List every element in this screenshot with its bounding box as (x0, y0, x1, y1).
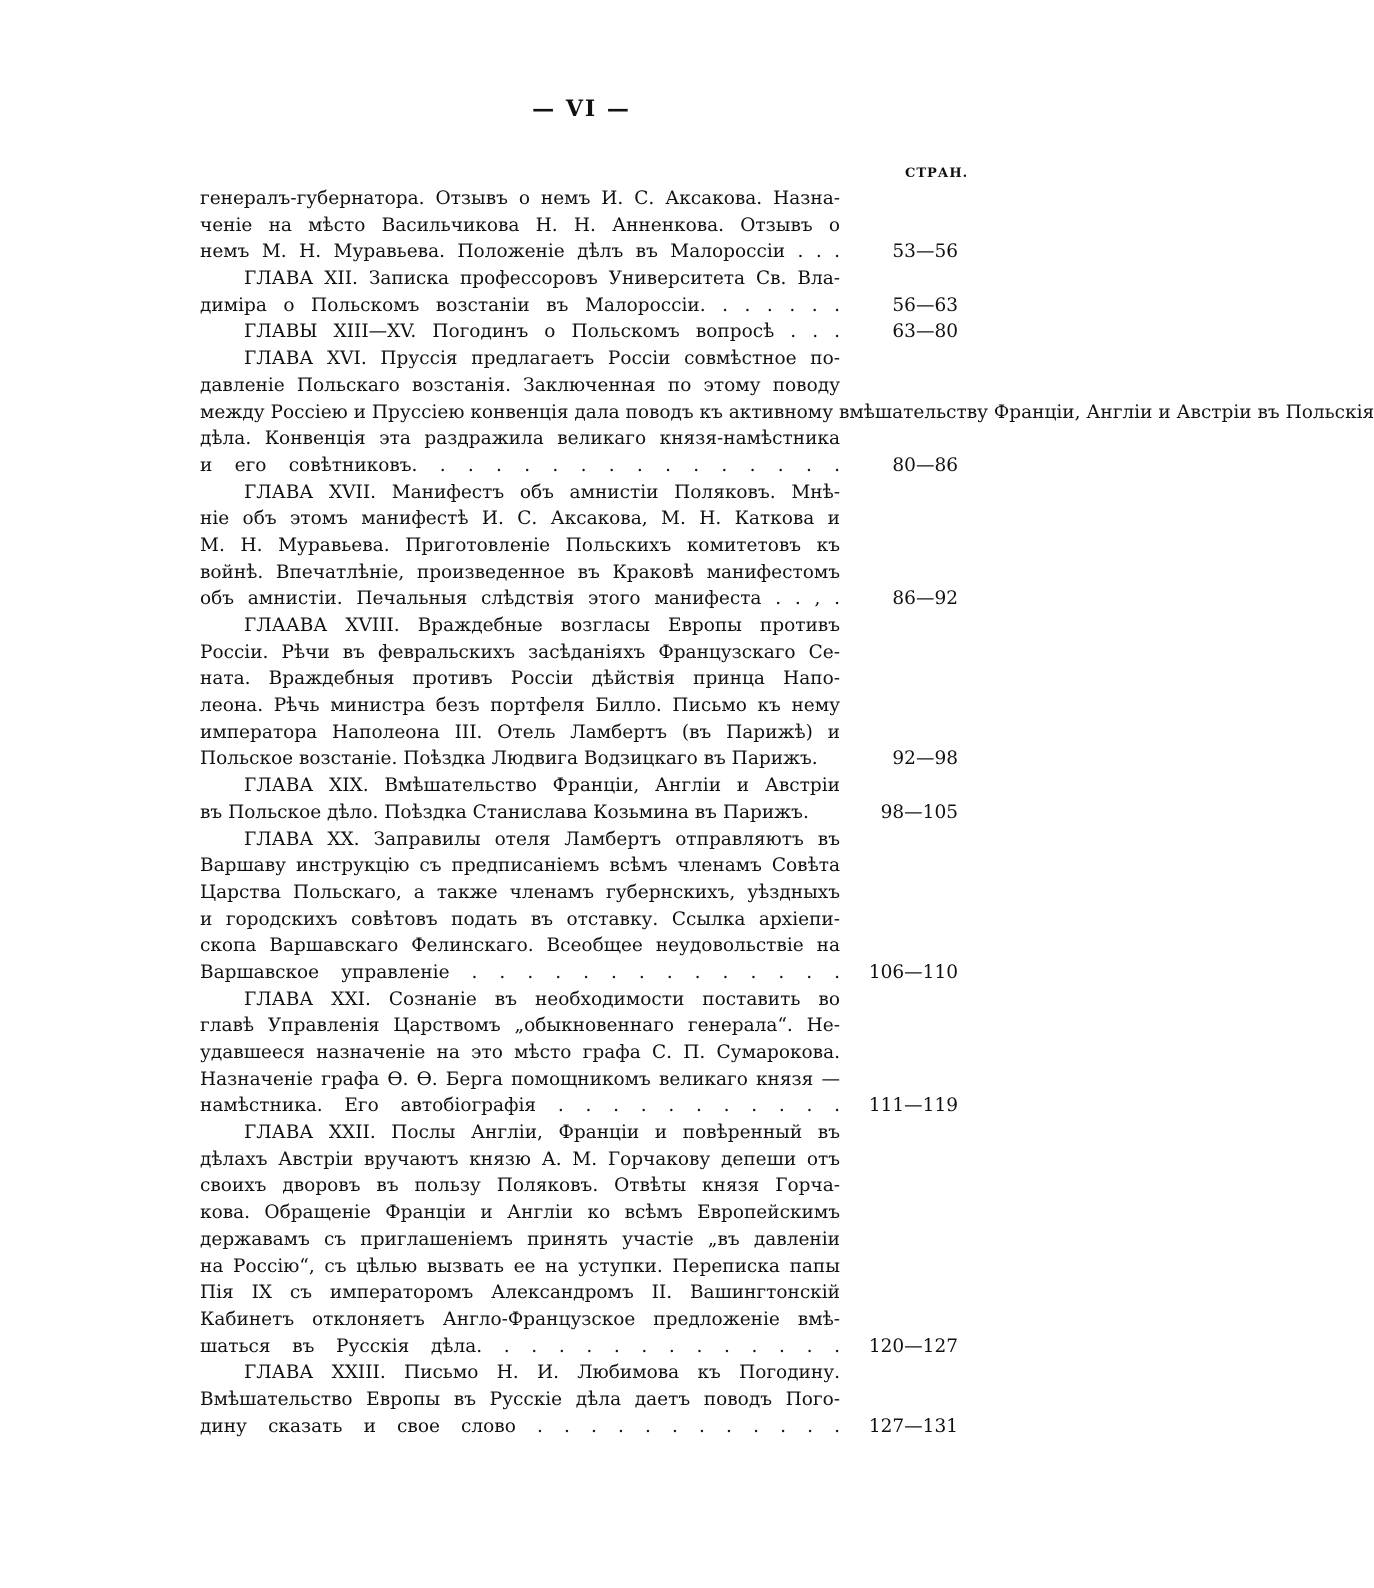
toc-line-text: М. Н. Муравьева. Приготовленіе Польскихъ комитетовъ къ (200, 534, 840, 556)
toc-page-range: 63—80 (892, 321, 958, 343)
toc-line (200, 426, 970, 453)
toc-entry (200, 346, 1374, 479)
toc-line (200, 560, 970, 587)
toc-line (200, 1360, 970, 1387)
toc-entry (200, 827, 970, 987)
toc-line (200, 346, 970, 373)
toc-line (200, 186, 970, 213)
pages-column-label: СТРАН. (905, 166, 969, 181)
toc-line-text: державамъ съ приглашеніемъ принять участіе „въ давленіи (200, 1228, 840, 1250)
toc-line-text: намѣстника. Его автобіографія . . . . . . . . . . . (200, 1095, 840, 1117)
toc-line (200, 746, 970, 773)
toc-line-text: дѣла. Конвенція эта раздражила великаго князя-намѣстника (200, 428, 840, 450)
toc-line (200, 373, 970, 400)
toc-line-text: давленіе Польскаго возстанія. Заключенная по этому поводу (200, 374, 840, 396)
toc-line (200, 1280, 970, 1307)
toc-line (200, 319, 970, 346)
toc-entry (200, 987, 970, 1120)
toc-line (200, 1067, 970, 1094)
toc-line-text: Варшавское управленіе . . . . . . . . . . . . . . (200, 961, 840, 983)
toc-page-range: 86—92 (892, 588, 958, 610)
toc-line-text: Кабинетъ отклоняетъ Англо-Французское предложеніе вмѣ- (200, 1308, 840, 1330)
toc-line (200, 880, 970, 907)
toc-line (200, 1414, 970, 1441)
toc-line-text: ченіе на мѣсто Васильчикова Н. Н. Анненкова. Отзывъ о (200, 214, 840, 236)
toc-line (200, 1013, 970, 1040)
toc-line-text: и его совѣтниковъ. . . . . . . . . . . . . . . . (200, 454, 840, 476)
toc-line-text: Варшаву инструкцію съ предписаніемъ всѣмъ членамъ Совѣта (200, 855, 840, 877)
toc-line-text: въ Польское дѣло. Поѣздка Станислава Козьмина въ Парижъ. (200, 801, 809, 823)
toc-line-text: Пія IX съ императоромъ Александромъ II. Вашингтонскій (200, 1282, 840, 1304)
toc-line (200, 1307, 970, 1334)
toc-line-text: кова. Обращеніе Франціи и Англіи ко всѣмъ Европейскимъ (200, 1202, 840, 1224)
toc-line-text: своихъ дворовъ въ пользу Поляковъ. Отвѣты князя Горча- (200, 1175, 840, 1197)
toc-line-text: и городскихъ совѣтовъ подать въ отставку. Ссылка архіепи- (200, 908, 840, 930)
toc-line (200, 1334, 970, 1361)
toc-line (200, 827, 970, 854)
toc-line (200, 1120, 970, 1147)
toc-line (200, 987, 970, 1014)
toc-line (200, 400, 1374, 427)
toc-line-text: ната. Враждебныя противъ Россіи дѣйствія принца Напо- (200, 668, 840, 690)
toc-line-text: немъ М. Н. Муравьева. Положеніе дѣлъ въ Малороссіи . . . (200, 241, 840, 263)
toc-page-range: 111—119 (868, 1095, 958, 1117)
toc-line-text: ГЛАВА XXI. Сознаніе въ необходимости поставить во (244, 988, 840, 1010)
table-of-contents (200, 186, 1374, 1440)
toc-line-text: главѣ Управленія Царствомъ „обыкновеннаго генерала“. Не- (200, 1015, 840, 1037)
toc-line (200, 773, 970, 800)
toc-entry (200, 613, 970, 773)
toc-page-range: 92—98 (892, 748, 958, 770)
toc-entry (200, 1360, 970, 1440)
toc-line (200, 666, 970, 693)
toc-line (200, 1040, 970, 1067)
toc-line-text: ГЛАВА XX. Заправилы отеля Ламбертъ отправляютъ въ (244, 828, 840, 850)
toc-entry (200, 480, 970, 613)
toc-line-text: ГЛАВА XXIII. Письмо Н. И. Любимова къ Погодину. (244, 1362, 840, 1384)
toc-line-text: объ амнистіи. Печальныя слѣдствія этого манифеста . . , . (200, 588, 840, 610)
toc-line-text: ніе объ этомъ манифестѣ И. С. Аксакова, М. Н. Каткова и (200, 508, 840, 530)
toc-line (200, 853, 970, 880)
toc-entry (200, 266, 970, 319)
toc-line-text: ГЛАВА XXII. Послы Англіи, Франціи и повѣренный въ (244, 1122, 840, 1144)
page-number: — VI — (532, 96, 631, 122)
toc-line-text: ГЛАВА XII. Записка профессоровъ Университета Св. Вла- (244, 268, 840, 290)
toc-line-text: скопа Варшавскаго Фелинскаго. Всеобщее неудовольствіе на (200, 935, 840, 957)
toc-page-range: 80—86 (892, 454, 958, 476)
toc-line (200, 1147, 970, 1174)
toc-line (200, 293, 970, 320)
toc-entry (200, 186, 970, 266)
toc-line-text: на Россію“, съ цѣлью вызвать ее на уступки. Переписка папы (200, 1255, 840, 1277)
toc-page-range: 127—131 (868, 1415, 958, 1437)
toc-line (200, 933, 970, 960)
toc-line (200, 640, 970, 667)
toc-line (200, 800, 970, 827)
toc-line-text: между Россіею и Пруссіею конвенція дала поводъ къ активному вмѣшательству Франціи, Англіи и Австріи въ Польскія (200, 401, 1374, 423)
toc-line-text: Царства Польскаго, а также членамъ губернскихъ, уѣздныхъ (200, 881, 840, 903)
toc-line (200, 1387, 970, 1414)
toc-line-text: войнѣ. Впечатлѣніе, произведенное въ Краковѣ манифестомъ (200, 561, 840, 583)
toc-line-text: императора Наполеона III. Отель Ламбертъ (въ Парижѣ) и (200, 721, 840, 743)
toc-page-range: 98—105 (880, 801, 958, 823)
toc-line (200, 1227, 970, 1254)
toc-line (200, 213, 970, 240)
toc-line (200, 1200, 970, 1227)
toc-page-range: 106—110 (868, 961, 958, 983)
toc-line-text: ГЛААВА XVIII. Враждебные возгласы Европы противъ (244, 615, 840, 636)
toc-entry (200, 773, 970, 826)
toc-page-range: 120—127 (868, 1335, 958, 1357)
toc-line-text: ГЛАВА XIX. Вмѣшательство Франціи, Англіи и Австріи (244, 775, 840, 797)
toc-line (200, 960, 970, 987)
toc-entry (200, 1120, 970, 1360)
toc-line (200, 1254, 970, 1281)
toc-entry (200, 319, 970, 346)
toc-line-text: дѣлахъ Австріи вручаютъ князю А. М. Горчакову депеши отъ (200, 1148, 840, 1170)
toc-line-text: леона. Рѣчь министра безъ портфеля Билло. Письмо къ нему (200, 695, 840, 717)
toc-line (200, 586, 970, 613)
toc-line (200, 613, 970, 640)
toc-line (200, 266, 970, 293)
toc-line-text: шаться въ Русскія дѣла. . . . . . . . . . . . . . (200, 1335, 840, 1357)
toc-line (200, 453, 970, 480)
toc-line (200, 693, 970, 720)
toc-line (200, 506, 970, 533)
toc-line (200, 1173, 970, 1200)
toc-line (200, 533, 970, 560)
toc-line (200, 480, 970, 507)
toc-line (200, 1093, 970, 1120)
toc-page-range: 53—56 (892, 241, 958, 263)
toc-line-text: ГЛАВА XVII. Манифестъ объ амнистіи Поляковъ. Мнѣ- (244, 481, 840, 503)
toc-page-range: 56—63 (892, 294, 958, 316)
toc-line-text: ГЛАВЫ XIII—XV. Погодинъ о Польскомъ вопросѣ . . . (244, 321, 840, 343)
toc-line-text: Вмѣшательство Европы въ Русскіе дѣла даетъ поводъ Пого- (200, 1388, 840, 1410)
toc-line-text: Польское возстаніе. Поѣздка Людвига Водзицкаго въ Парижъ. (200, 748, 818, 770)
toc-line (200, 720, 970, 747)
toc-line (200, 907, 970, 934)
toc-line-text: Назначеніе графа Ѳ. Ѳ. Берга помощникомъ великаго князя — (200, 1068, 840, 1090)
toc-line-text: дину сказать и свое слово . . . . . . . . . . . . (200, 1415, 840, 1437)
toc-line-text: генералъ-губернатора. Отзывъ о немъ И. С. Аксакова. Назна- (200, 188, 840, 209)
toc-line-text: ГЛАВА XVI. Пруссія предлагаетъ Россіи совмѣстное по- (244, 348, 840, 370)
toc-line-text: удавшееся назначеніе на это мѣсто графа С. П. Сумарокова. (200, 1042, 840, 1063)
toc-line (200, 239, 970, 266)
toc-line-text: диміра о Польскомъ возстаніи въ Малороссіи. . . . . . . (200, 294, 840, 316)
toc-line-text: Россіи. Рѣчи въ февральскихъ засѣданіяхъ Французскаго Се- (200, 641, 840, 663)
